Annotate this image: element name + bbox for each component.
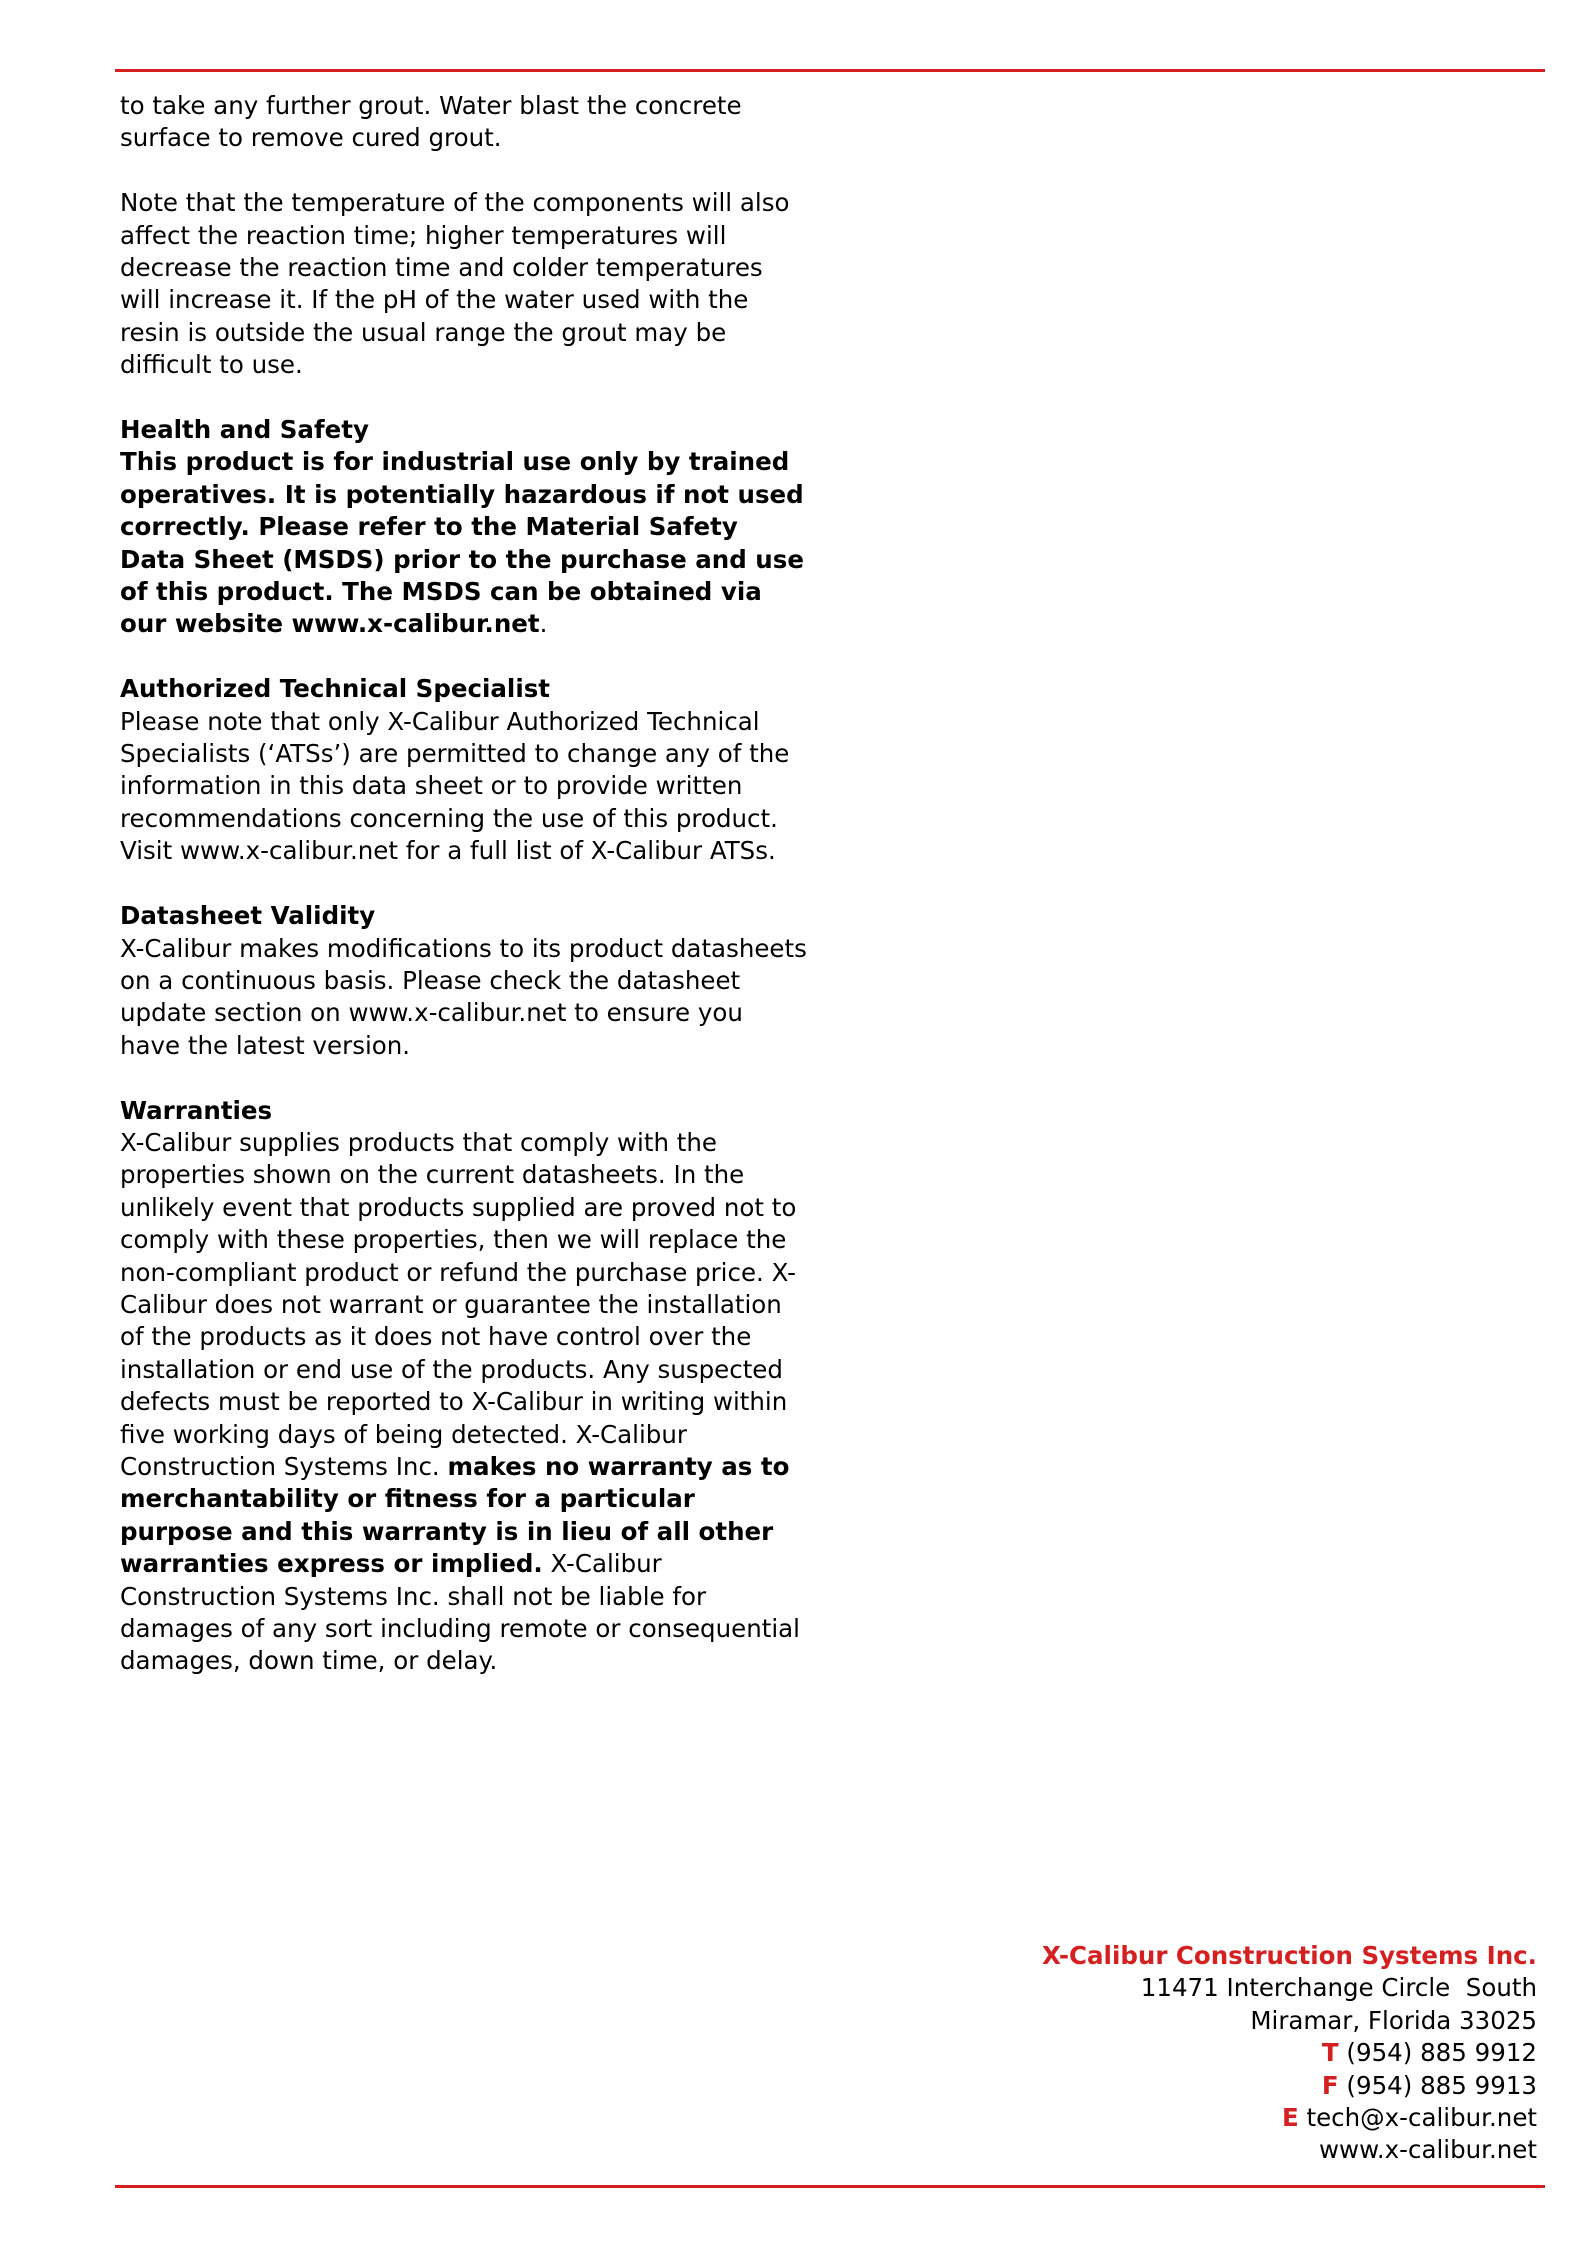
fax-line (977, 2070, 1537, 2102)
ats-body: Please note that only X-Calibur Authorized Technical Specialists (‘ATSs’) are permitted to change any of the information in this data sheet or to provide written recommendations concerning the use of this product. Visit www.x-calibur.net for a full list of X-Calibur ATSs. (120, 706, 790, 866)
health-safety-heading: Health and Safety (120, 415, 369, 445)
company-name: X-Calibur Construction Systems Inc. (1041, 1941, 1537, 1970)
validity-heading: Datasheet Validity (120, 901, 376, 931)
health-safety-body (120, 446, 810, 640)
warranties-body-bold: makes no warranty as to merchantability or fitness for a particular purpose and this warranty is in lieu of all other warranties express or implied. (120, 1451, 790, 1579)
ats-section (120, 673, 810, 867)
warranties-body-start: X-Calibur supplies products that comply with the properties shown on the current datasheets. In the unlikely event that products supplied are proved not to comply with these properties, then we will replace the non-compliant product or refund the purchase price. X-Calibur does not warrant or guarantee the installation of the products as it does not have control over the installation or end use of the products. Any suspected defects must be reported to X-Calibur in writing within five working days of being detected. X-Calibur Construction Systems Inc. (120, 1127, 797, 1481)
warranties-section (120, 1095, 810, 1678)
bottom-rule (115, 2185, 1545, 2188)
validity-section (120, 900, 810, 1062)
fax-number: (954) 885 9913 (1346, 2070, 1537, 2100)
health-safety-body-bold: This product is for industrial use only by trained operatives. It is potentially hazardous if not used correctly. Please refer to the Material Safety Data Sheet (MSDS) prior to the purchase and use of this product. The MSDS can be obtained via our website www.x-calibur.net (120, 447, 804, 639)
health-safety-section (120, 414, 810, 641)
warranties-body-end: X-Calibur Construction Systems Inc. shall not be liable for damages of any sort including remote or consequential damages, down time, or delay. (120, 1549, 800, 1676)
phone-number: (954) 885 9912 (1346, 2038, 1537, 2068)
ats-heading: Authorized Technical Specialist (120, 674, 551, 704)
address-line-2: Miramar, Florida 33025 (1250, 2005, 1537, 2035)
health-safety-body-end: . (539, 609, 548, 639)
fax-key: F (1321, 2070, 1339, 2100)
address-line-1: 11471 Interchange Circle South (1140, 1973, 1537, 2003)
warranties-heading: Warranties (120, 1095, 273, 1125)
email-key: E (1281, 2103, 1299, 2133)
temperature-note: Note that the temperature of the components will also affect the reaction time; higher temperatures will decrease the reaction time and colder temperatures will increase it. If the pH of the water used with the resin is outside the usual range the grout may be difficult to use. (120, 188, 790, 380)
phone-key: T (1321, 2038, 1339, 2068)
email-line (977, 2102, 1537, 2134)
phone-line (977, 2037, 1537, 2069)
top-rule (115, 69, 1545, 72)
intro-continuation: to take any further grout. Water blast the concrete surface to remove cured grout. (120, 91, 742, 153)
company-footer (977, 1940, 1537, 2167)
website-link[interactable]: www.x-calibur.net (1319, 2135, 1537, 2165)
main-column (120, 90, 810, 1710)
validity-body: X-Calibur makes modifications to its product datasheets on a continuous basis. Please check the datasheet update section on www.x-calibur.net to ensure you have the latest version. (120, 933, 807, 1060)
warranties-body (120, 1127, 810, 1678)
email-address[interactable]: tech@x-calibur.net (1306, 2103, 1537, 2133)
